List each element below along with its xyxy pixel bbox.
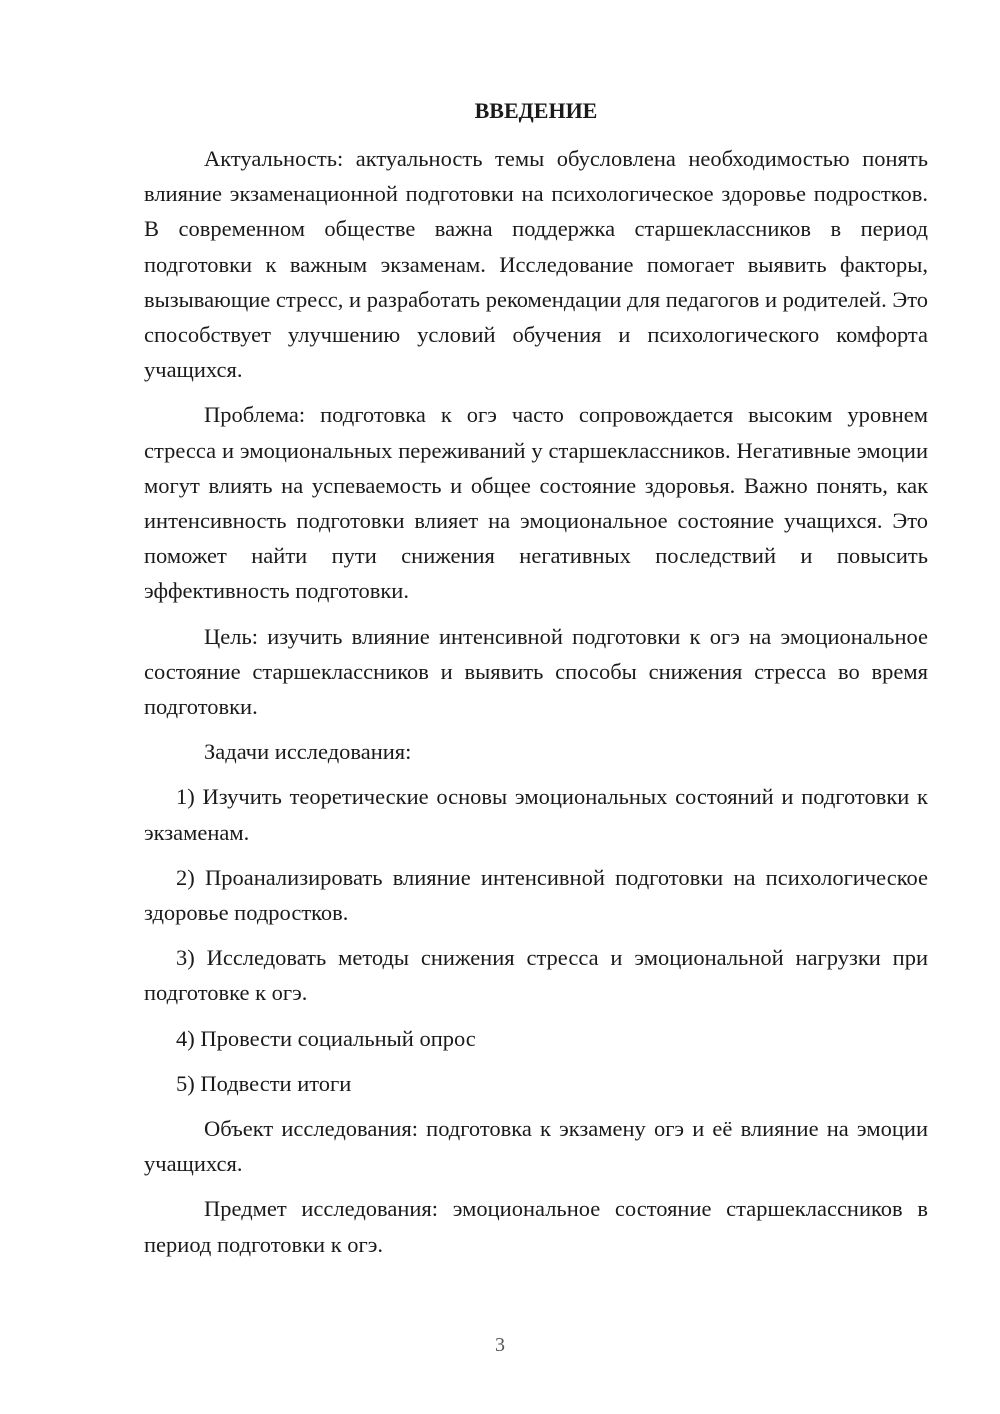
task-item-3: 3) Исследовать методы снижения стресса и эмоциональной нагрузки при подготовке к огэ. — [144, 945, 928, 1006]
object-paragraph: Объект исследования: подготовка к экзамену огэ и её влияние на эмоции учащихся. — [144, 1116, 928, 1177]
task-item-1: 1) Изучить теоретические основы эмоциональных состояний и подготовки к экзаменам. — [144, 784, 928, 845]
goal-paragraph: Цель: изучить влияние интенсивной подготовки к огэ на эмоциональное состояние старшеклассников и выявить способы снижения стресса во время подготовки. — [144, 623, 928, 720]
page-title: ВВЕДЕНИЕ — [474, 98, 598, 123]
subject-paragraph: Предмет исследования: эмоциональное состояние старшеклассников в период подготовки к огэ. — [144, 1196, 928, 1257]
task-item-2: 2) Проанализировать влияние интенсивной подготовки на психологическое здоровье подростков. — [144, 864, 928, 926]
task-item-5: 5) Подвести итоги — [176, 1070, 352, 1096]
relevance-paragraph: Актуальность: актуальность темы обусловлена необходимостью понять влияние экзаменационной подготовки на психологическое здоровье подростков. В современном обществе важна поддержка старшеклассников в период подготовки к важным экзаменам. Исследование помогает выявить факторы, вызывающие стресс, и разработать рекомендации для педагогов и родителей. Это способствует улучшению условий обучения и психологического комфорта учащихся. — [144, 146, 928, 383]
page-number: 3 — [495, 1334, 505, 1356]
task-item-4: 4) Провести социальный опрос — [176, 1025, 476, 1051]
problem-paragraph: Проблема: подготовка к огэ часто сопровождается высоким уровнем стресса и эмоциональных переживаний у старшеклассников. Негативные эмоции могут влиять на успеваемость и общее состояние здоровья. Важно понять, как интенсивность подготовки влияет на эмоциональное состояние учащихся. Это поможет найти пути снижения негативных последствий и повысить эффективность подготовки. — [144, 402, 928, 604]
tasks-heading: Задачи исследования: — [204, 739, 412, 765]
document-page — [144, 93, 928, 1272]
